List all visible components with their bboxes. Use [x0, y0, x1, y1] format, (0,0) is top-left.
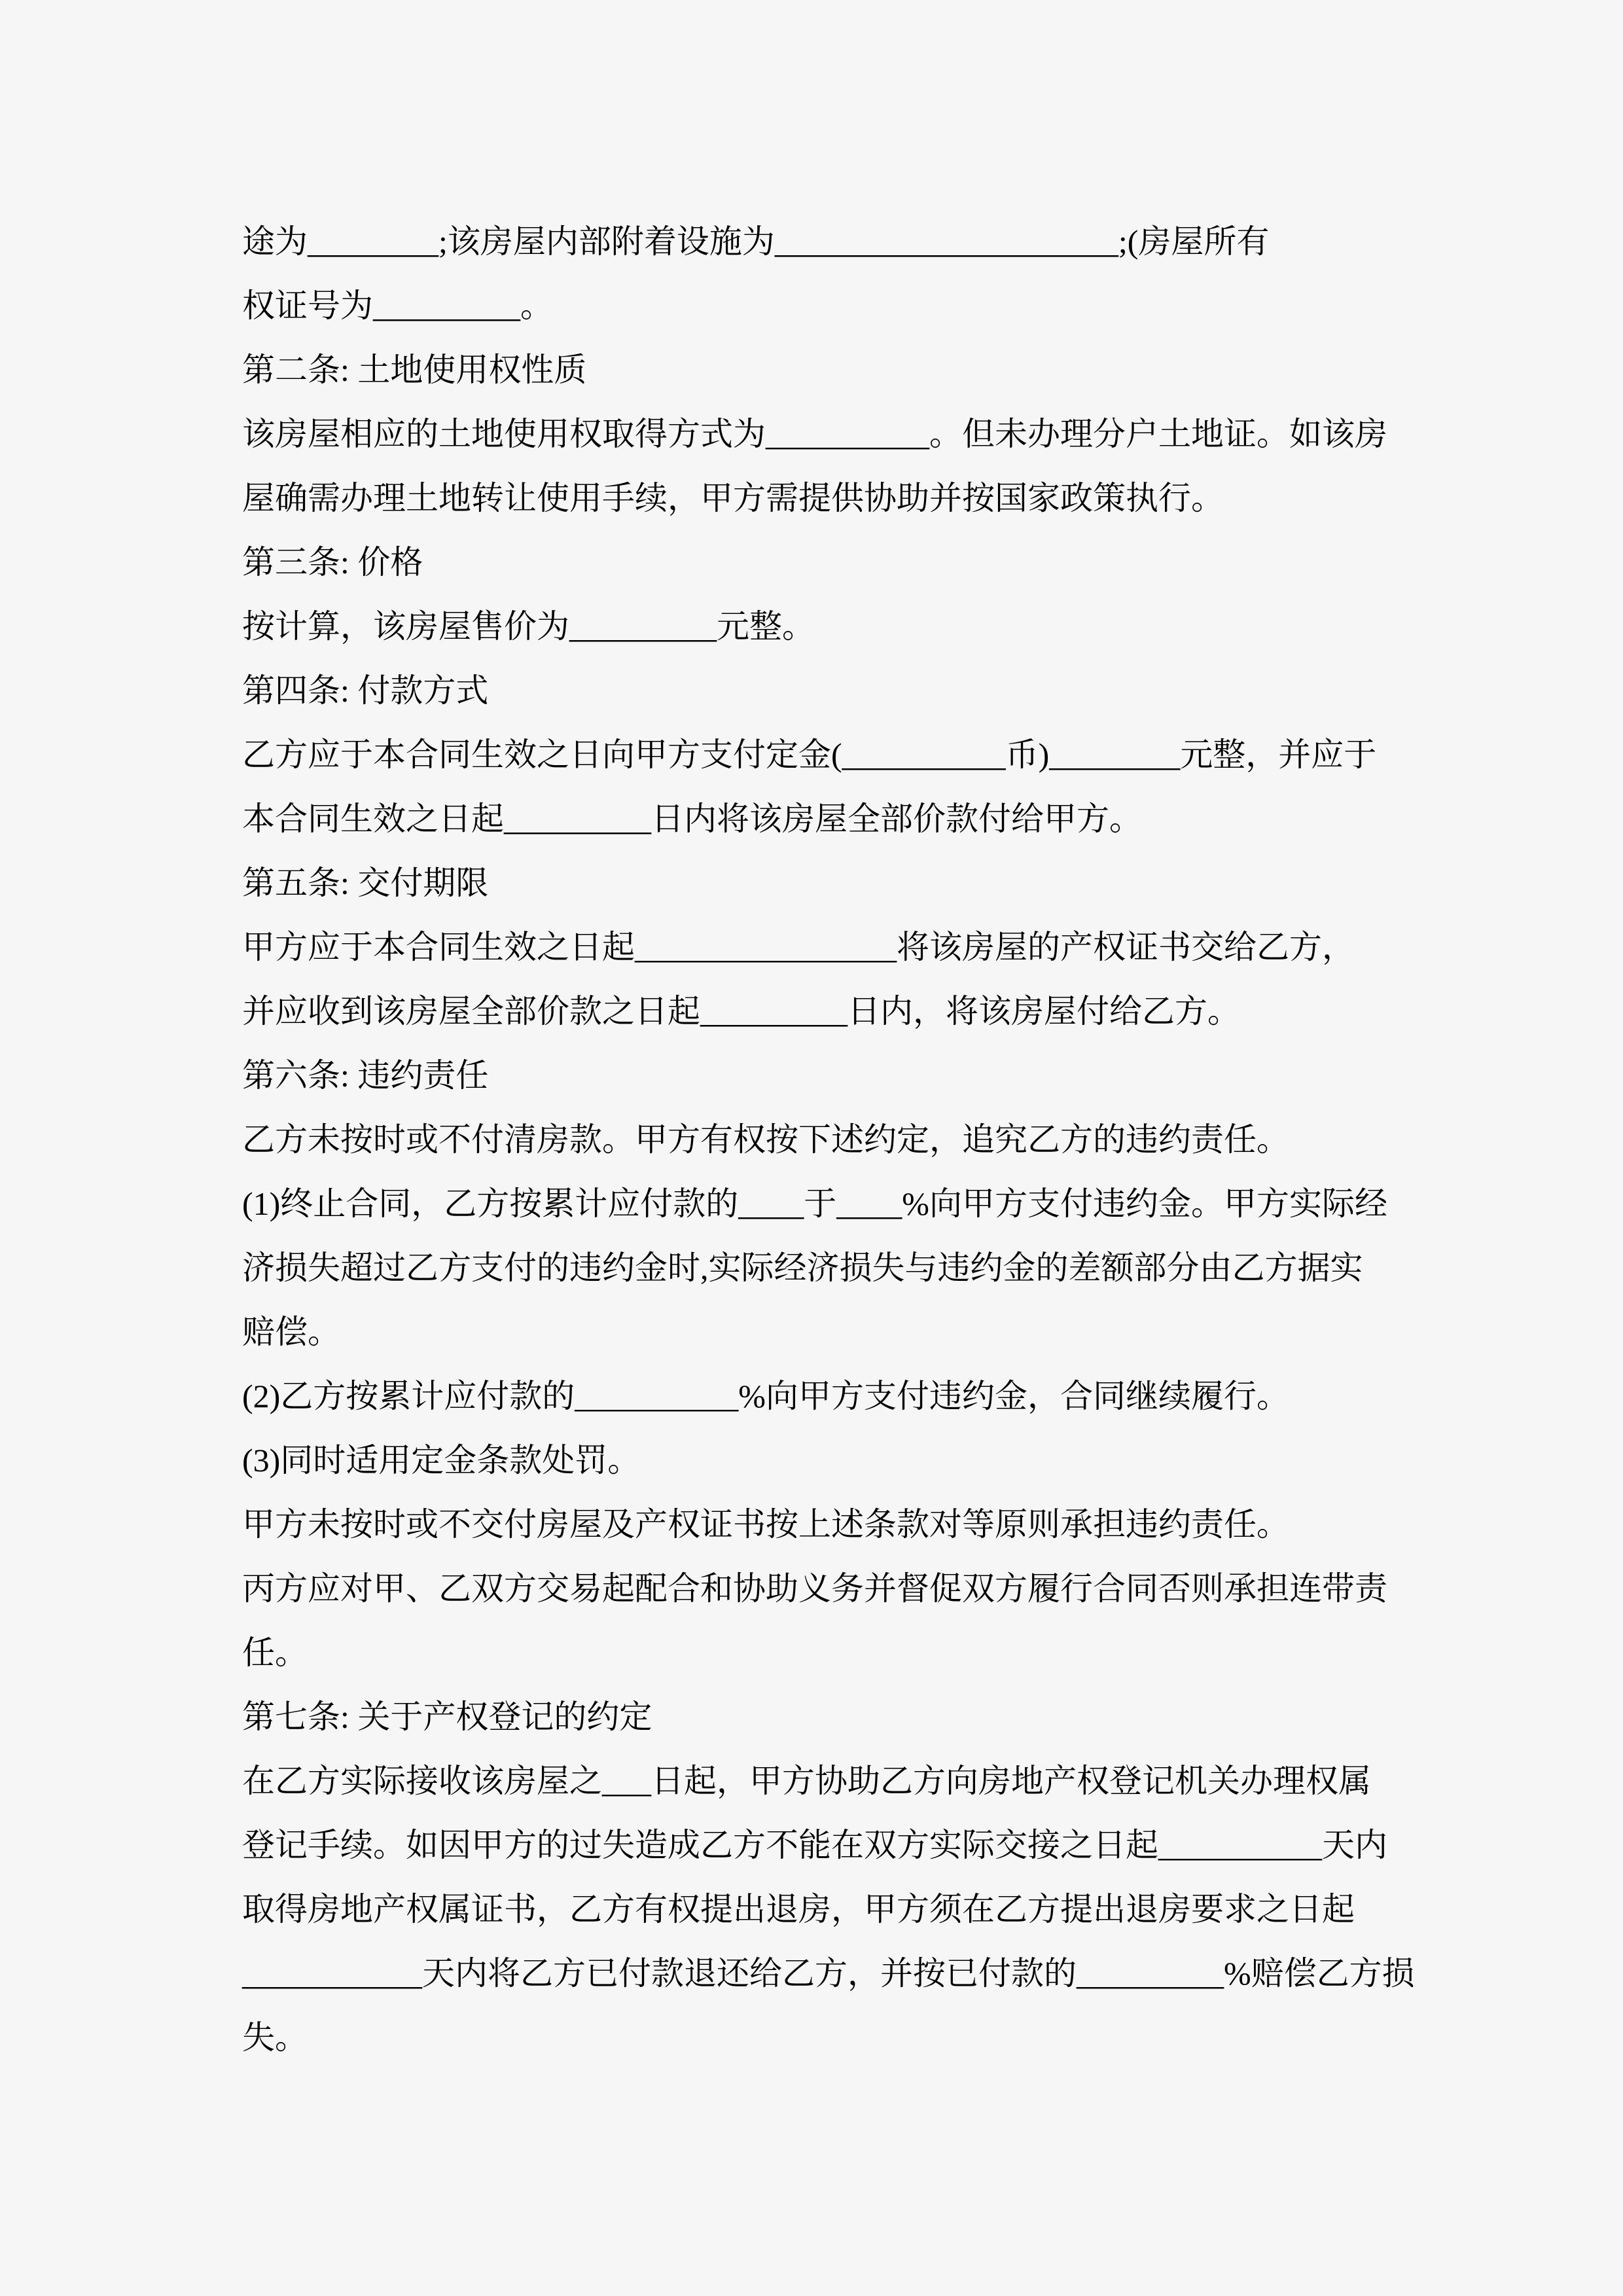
- doc-line: 乙方未按时或不付清房款。甲方有权按下述约定，追究乙方的违约责任。: [242, 1121, 1289, 1158]
- doc-line: 甲方未按时或不交付房屋及产权证书按上述条款对等原则承担违约责任。: [242, 1506, 1289, 1543]
- doc-line: 任。: [242, 1634, 308, 1671]
- doc-line: 赔偿。: [242, 1314, 340, 1350]
- doc-line: ___________天内将乙方已付款退还给乙方，并按已付款的_________%赔偿乙方损: [242, 1955, 1415, 1992]
- doc-line: 并应收到该房屋全部价款之日起_________日内，将该房屋付给乙方。: [242, 993, 1240, 1030]
- doc-line: (1)终止合同，乙方按累计应付款的____于____%向甲方支付违约金。甲方实际经: [242, 1185, 1387, 1222]
- doc-line: 登记手续。如因甲方的过失造成乙方不能在双方实际交接之日起__________天内: [242, 1827, 1387, 1863]
- clause-heading-4: 第四条: 付款方式: [242, 672, 489, 709]
- clause-heading-6: 第六条: 违约责任: [242, 1057, 489, 1094]
- clause-heading-2: 第二条: 土地使用权性质: [242, 351, 587, 388]
- doc-line: 本合同生效之日起_________日内将该房屋全部价款付给甲方。: [242, 800, 1142, 837]
- doc-line: 丙方应对甲、乙双方交易起配合和协助义务并督促双方履行合同否则承担连带责: [242, 1570, 1387, 1607]
- doc-line: (3)同时适用定金条款处罚。: [242, 1442, 641, 1479]
- doc-line: 该房屋相应的土地使用权取得方式为__________。但未办理分户土地证。如该房: [242, 416, 1387, 452]
- doc-line: 甲方应于本合同生效之日起________________将该房屋的产权证书交给乙方，: [242, 929, 1355, 965]
- clause-heading-7: 第七条: 关于产权登记的约定: [242, 1698, 652, 1735]
- doc-line: 屋确需办理土地转让使用手续，甲方需提供协助并按国家政策执行。: [242, 480, 1224, 516]
- doc-line: 济损失超过乙方支付的违约金时,实际经济损失与违约金的差额部分由乙方据实: [242, 1249, 1363, 1286]
- doc-line: 在乙方实际接收该房屋之___日起，甲方协助乙方向房地产权登记机关办理权属: [242, 1763, 1371, 1799]
- contract-text-block: [242, 209, 1415, 2070]
- doc-line: (2)乙方按累计应付款的__________%向甲方支付违约金，合同继续履行。: [242, 1378, 1289, 1414]
- doc-line: 按计算，该房屋售价为_________元整。: [242, 608, 815, 645]
- doc-line: 权证号为_________。: [242, 287, 553, 324]
- doc-line: 乙方应于本合同生效之日向甲方支付定金(__________币)________元整，并应于: [242, 736, 1377, 773]
- doc-line: 途为________;该房屋内部附着设施为_____________________;(房屋所有: [242, 223, 1270, 260]
- doc-line: 失。: [242, 2019, 308, 2056]
- doc-line: 取得房地产权属证书，乙方有权提出退房，甲方须在乙方提出退房要求之日起: [242, 1891, 1355, 1928]
- clause-heading-3: 第三条: 价格: [242, 544, 423, 581]
- clause-heading-5: 第五条: 交付期限: [242, 865, 489, 901]
